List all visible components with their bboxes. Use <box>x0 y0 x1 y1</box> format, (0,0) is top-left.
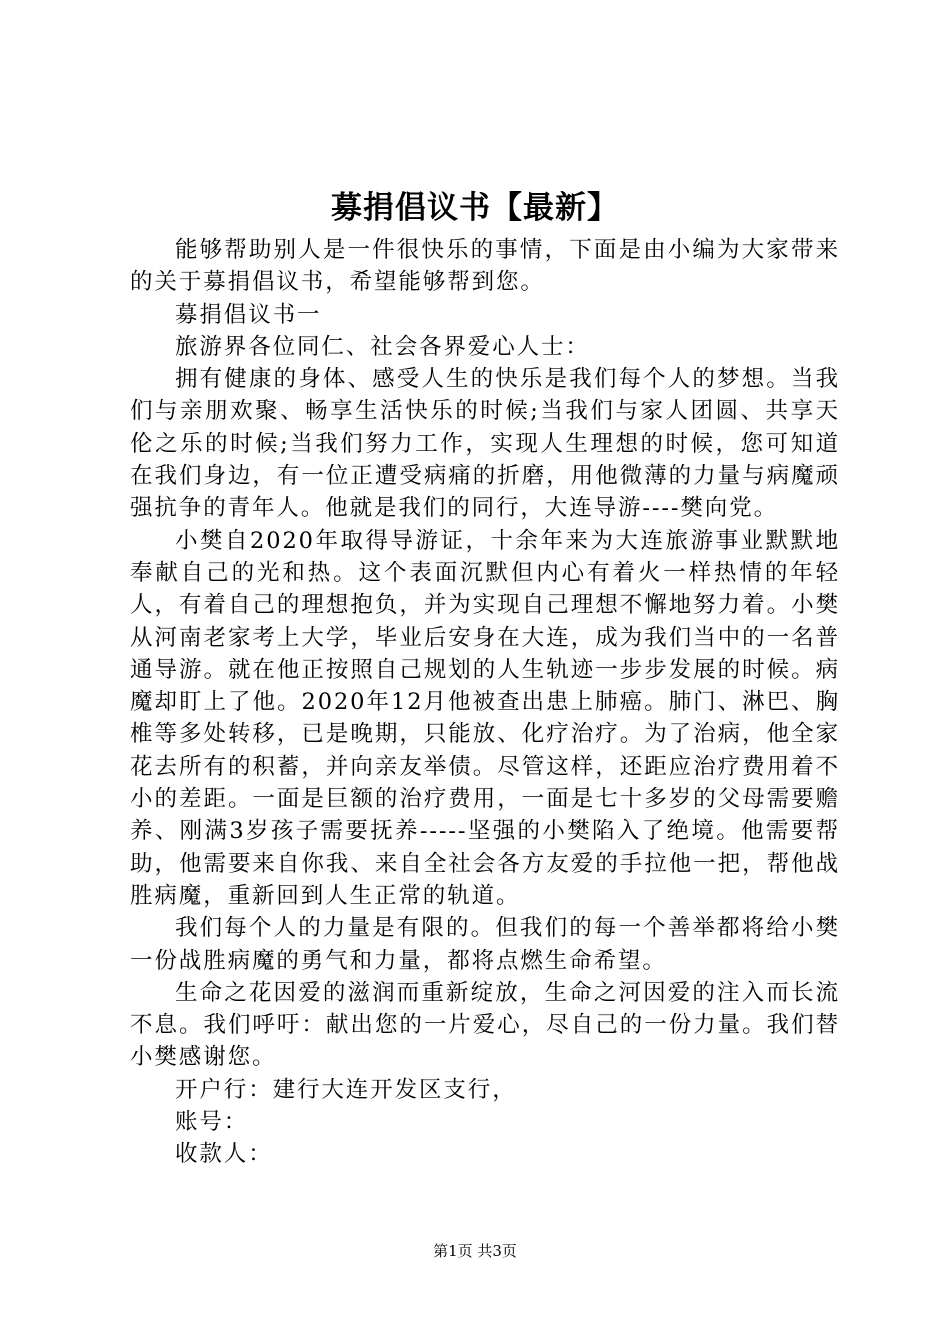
document-title: 募捐倡议书【最新】 <box>331 190 619 226</box>
section-heading: 募捐倡议书一 <box>175 301 322 328</box>
intro-paragraph: 能够帮助别人是一件很快乐的事情，下面是由小编为大家带来的关于募捐倡议书，希望能够帮到您。 <box>130 237 840 296</box>
payee-line: 收款人： <box>175 1141 273 1168</box>
body-paragraph: 我们每个人的力量是有限的。但我们的每一个善举都将给小樊一份战胜病魔的勇气和力量，都将点燃生命希望。 <box>130 915 840 974</box>
body-paragraph: 小樊自2020年取得导游证，十余年来为大连旅游事业默默地奉献自己的光和热。这个表面沉默但内心有着火一样热情的年轻人，有着自己的理想抱负，并为实现自己理想不懈地努力着。小樊从河南老家考上大学，毕业后安身在大连，成为我们当中的一名普通导游。就在他正按照自己规划的人生轨迹一步步发展的时候。病魔却盯上了他。2020年12月他被查出患上肺癌。肺门、淋巴、胸椎等多处转移，已是晚期，只能放、化疗治疗。为了治病，他全家花去所有的积蓄，并向亲友举债。尽管这样，还距应治疗费用着不小的差距。一面是巨额的治疗费用，一面是七十多岁的父母需要赡养、刚满3岁孩子需要抚养-----坚强的小樊陷入了绝境。他需要帮助，他需要来自你我、来自全社会各方友爱的手拉他一把，帮他战胜病魔，重新回到人生正常的轨道。 <box>130 527 840 909</box>
salutation: 旅游界各位同仁、社会各界爱心人士： <box>175 333 590 360</box>
document-body <box>130 234 840 1171</box>
body-paragraph: 拥有健康的身体、感受人生的快乐是我们每个人的梦想。当我们与亲朋欢聚、畅享生活快乐的时候;当我们与家人团圆、共享天伦之乐的时候;当我们努力工作，实现人生理想的时候，您可知道在我们身边，有一位正遭受病痛的折磨，用他微薄的力量与病魔顽强抗争的青年人。他就是我们的同行，大连导游----樊向党。 <box>130 366 840 522</box>
page-number-footer: 第1页 共3页 <box>433 1242 517 1260</box>
account-line: 账号： <box>175 1109 249 1136</box>
body-paragraph: 生命之花因爱的滋润而重新绽放，生命之河因爱的注入而长流不息。我们呼吁：献出您的一片爱心，尽自己的一份力量。我们替小樊感谢您。 <box>130 979 840 1071</box>
bank-line: 开户行：建行大连开发区支行， <box>175 1076 517 1103</box>
